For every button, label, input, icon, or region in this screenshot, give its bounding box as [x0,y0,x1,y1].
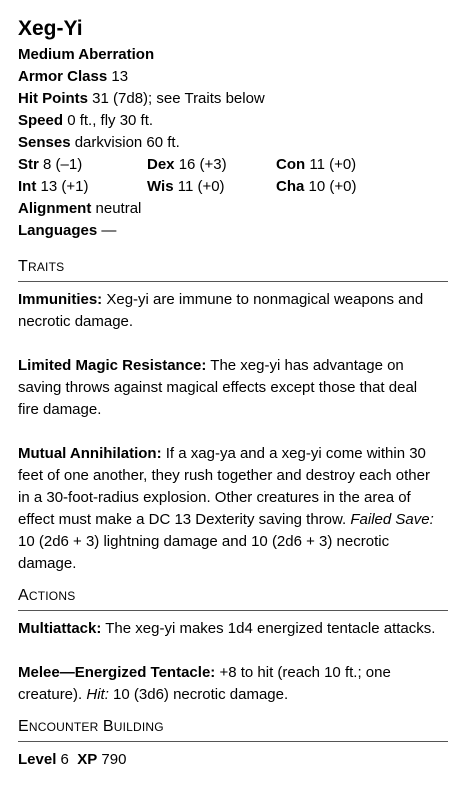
action-name: Melee—Energized Tentacle: [18,664,216,681]
trait-immunities [18,289,438,333]
trait-limited-magic-resistance [18,355,438,421]
armor-class-label: Armor Class [18,68,108,85]
speed-label: Speed [18,112,64,129]
ability-cha-label: Cha [276,178,305,195]
speed-line [18,110,442,132]
alignment-label: Alignment [18,200,92,217]
action-energized-tentacle [18,662,438,706]
traits-heading: TRAITS [18,256,448,282]
hit-points-line [18,88,442,110]
ability-row-mental [18,176,442,198]
action-name: Multiattack: [18,620,102,637]
ability-dex [147,154,276,176]
xp-label: XP [77,751,98,768]
ability-int-value: 13 (+1) [40,178,89,195]
actions-heading: ACTIONS [18,585,448,611]
languages-label: Languages [18,222,98,239]
trait-mutual-annihilation [18,443,438,575]
ability-cha-value: 10 (+0) [308,178,357,195]
alignment-value: neutral [95,200,142,217]
ability-int-label: Int [18,178,37,195]
speed-value: 0 ft., fly 30 ft. [67,112,154,129]
senses-value: darkvision 60 ft. [74,134,180,151]
ability-int [18,176,147,198]
action-text: The xeg-yi makes 1d4 energized tentacle attacks. [105,620,436,637]
ability-con-label: Con [276,156,306,173]
ability-cha [276,176,356,198]
hit-points-label: Hit Points [18,90,88,107]
level-label: Level [18,751,57,768]
languages-line [18,220,442,242]
ability-dex-label: Dex [147,156,175,173]
senses-label: Senses [18,134,71,151]
ability-wis-label: Wis [147,178,174,195]
failed-save-label: Failed Save: [350,511,434,528]
encounter-building-heading: ENCOUNTER BUILDING [18,716,448,742]
trait-text: Xeg-yi are immune to nonmagical weapons and necrotic damage. [18,291,424,330]
ability-dex-value: 16 (+3) [178,156,227,173]
armor-class-value: 13 [111,68,129,85]
ability-con [276,154,356,176]
trait-name: Limited Magic Resistance: [18,357,207,374]
ability-wis-value: 11 (+0) [177,178,225,195]
armor-class-line [18,66,442,88]
action-multiattack [18,618,438,640]
senses-line [18,132,442,154]
trait-text: If a xag-ya and a xeg-yi come within 30 feet of one another, they rush together and destroy each other in a 30-foot-radius explosion. Other creatures in the area of effect must make a DC 13 Dexterity saving throw. [18,445,430,528]
trait-text: The xeg-yi has advantage on saving throws against magical effects except those that deal fire damage. [18,357,418,418]
failed-save-text: 10 (2d6 + 3) lightning damage and 10 (2d6 + 3) necrotic damage. [18,533,390,572]
ability-str [18,154,147,176]
ability-con-value: 11 (+0) [309,156,357,173]
action-text: +8 to hit (reach 10 ft.; one creature). [18,664,391,703]
hit-text: 10 (3d6) necrotic damage. [113,686,289,703]
ability-str-value: 8 (–1) [43,156,83,173]
ability-str-label: Str [18,156,39,173]
ability-row-physical [18,154,442,176]
hit-points-value: 31 (7d8); see Traits below [92,90,265,107]
hit-label: Hit: [86,686,109,703]
alignment-line [18,198,442,220]
trait-name: Mutual Annihilation: [18,445,162,462]
languages-value: — [101,222,117,239]
creature-type: Medium Aberration [18,46,155,63]
xp-value: 790 [101,751,127,768]
level-value: 6 [60,751,69,768]
trait-name: Immunities: [18,291,103,308]
creature-name: Xeg-Yi [18,17,83,40]
encounter-line [18,749,442,771]
ability-wis [147,176,276,198]
